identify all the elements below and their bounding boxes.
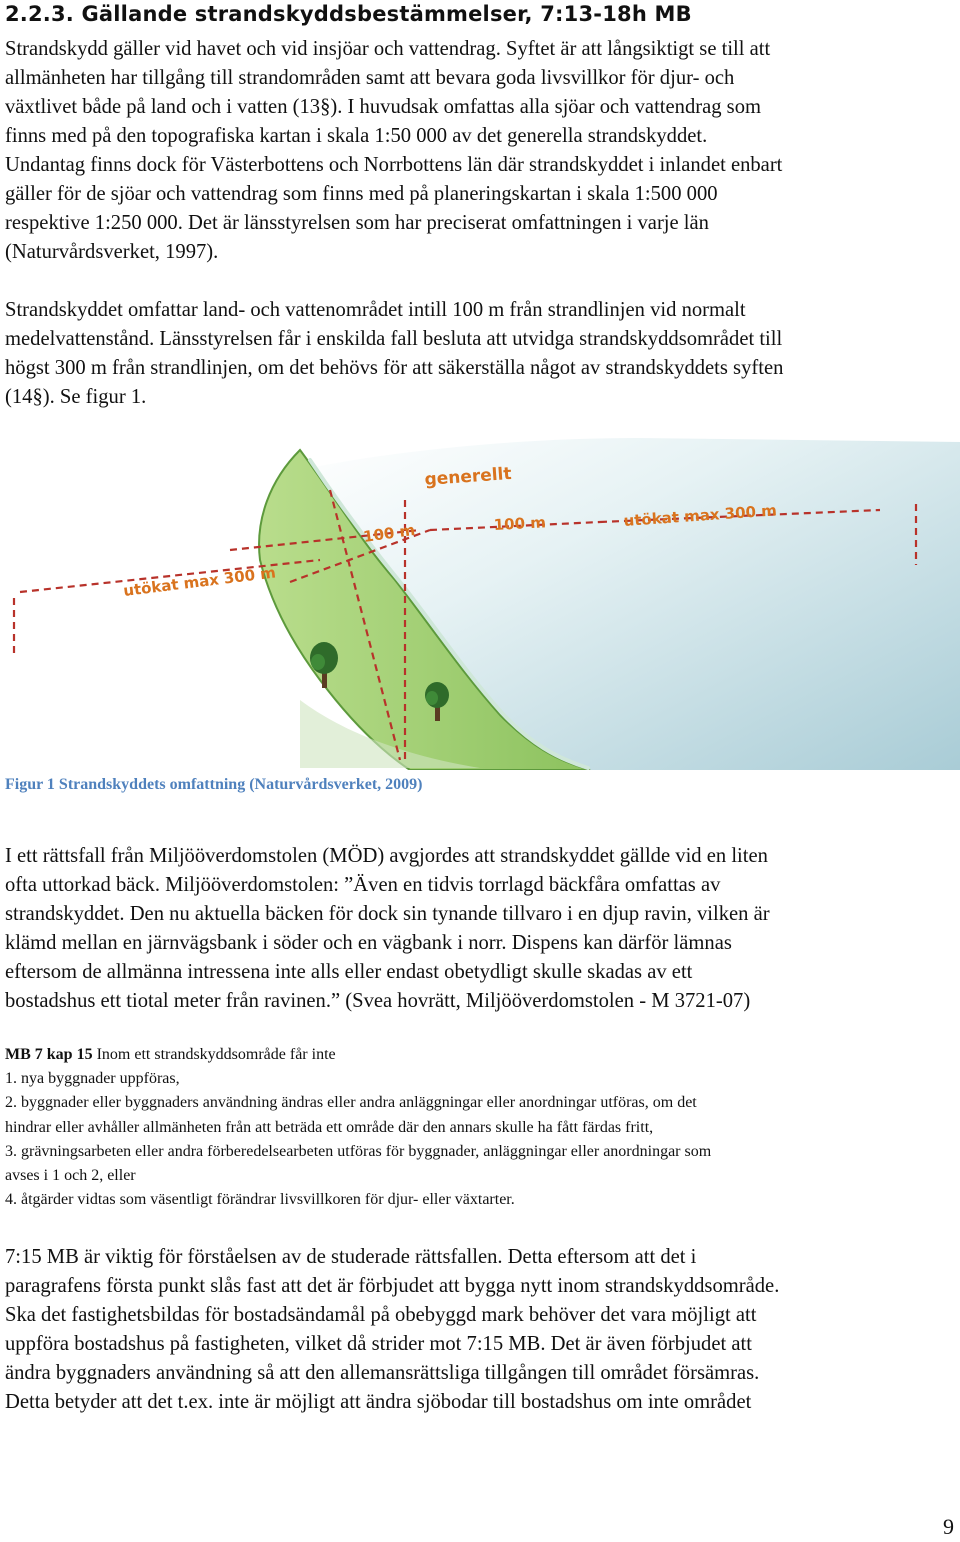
paragraph-strandskydd-extent <box>5 296 957 412</box>
strandskydd-figure <box>0 430 960 770</box>
text-line: (Naturvårdsverket, 1997). <box>5 241 219 263</box>
text-line: strandskyddet. Den nu aktuella bäcken för dock sin tynande tillvaro i en djup ravin, vilken är <box>5 903 770 925</box>
paragraph-7-15-analysis <box>5 1243 957 1417</box>
figure-caption: Figur 1 Strandskyddets omfattning (Naturvårdsverket, 2009) <box>5 776 423 793</box>
text-line: respektive 1:250 000. Det är länsstyrelsen som har preciserat omfattningen i varje län <box>5 212 709 234</box>
text-line: 7:15 MB är viktig för förståelsen av de studerade rättsfallen. Detta eftersom att det i <box>5 1246 697 1268</box>
paragraph-rattsfall <box>5 842 957 1016</box>
label-utokat-land: utökat max 300 m <box>122 563 277 600</box>
text-line: Ska det fastighetsbildas för bostadsändamål på obebyggd mark behöver det vara möjligt att <box>5 1304 757 1326</box>
text-line: Strandskydd gäller vid havet och vid insjöar och vattendrag. Syftet är att långsiktigt se till att <box>5 38 771 60</box>
text-line: gäller för de sjöar och vattendrag som finns med på planeringskartan i skala 1:500 000 <box>5 183 718 205</box>
text-line: allmänheten har tillgång till strandområden samt att bevara goda livsvillkor för djur- och <box>5 67 735 89</box>
label-100m-water: 100 m <box>493 513 547 534</box>
paragraph-strandskydd-intro <box>5 35 957 267</box>
text-line: ändra byggnaders användning så att den allemansrättsliga tillgången till området försämras. <box>5 1362 760 1384</box>
law-quote-mb-7-15 <box>5 1043 957 1212</box>
text-line: (14§). Se figur 1. <box>5 386 147 408</box>
section-heading: 2.2.3. Gällande strandskyddsbestämmelser, 7:13-18h MB <box>5 2 692 26</box>
law-item: avses i 1 och 2, eller <box>5 1167 136 1185</box>
law-title-bold: MB 7 kap 15 <box>5 1046 93 1063</box>
law-title <box>5 1043 957 1067</box>
text-line: eftersom de allmänna intressena inte alls eller endast obetydligt skulle skadas av ett <box>5 961 693 983</box>
text-line: växtlivet både på land och i vatten (13§). I huvudsak omfattas alla sjöar och vattendrag som <box>5 96 762 118</box>
label-generellt: generellt <box>423 463 513 490</box>
text-line: Undantag finns dock för Västerbottens och Norrbottens län där strandskyddet i inlandet enbart <box>5 154 783 176</box>
law-item: 1. nya byggnader uppföras, <box>5 1070 180 1088</box>
text-line: Strandskyddet omfattar land- och vattenområdet intill 100 m från strandlinjen vid normalt <box>5 299 746 321</box>
label-utokat-water: utökat max 300 m <box>623 501 778 530</box>
text-line: I ett rättsfall från Miljööverdomstolen (MÖD) avgjordes att strandskyddet gällde vid en liten <box>5 845 768 867</box>
text-line: klämd mellan en järnvägsbank i söder och en vägbank i norr. Dispens kan därför lämnas <box>5 932 732 954</box>
text-line: bostadshus ett tiotal meter från ravinen.” (Svea hovrätt, Miljööverdomstolen - M 3721-07) <box>5 990 751 1012</box>
label-100m-land: 100 m <box>362 520 417 546</box>
law-item: hindrar eller avhåller allmänheten från att beträda ett område där den annars skulle ha fått färdas fritt, <box>5 1118 654 1136</box>
text-line: uppföra bostadshus på fastigheten, vilket då strider mot 7:15 MB. Det är även förbjudet att <box>5 1333 752 1355</box>
page-number: 9 <box>943 1514 954 1539</box>
text-line: medelvattenstånd. Länsstyrelsen får i enskilda fall besluta att utvidga strandskyddsområdet till <box>5 328 783 350</box>
text-line: Detta betyder att det t.ex. inte är möjligt att ändra sjöbodar till bostadshus om inte området <box>5 1391 752 1413</box>
law-title-rest: Inom ett strandskyddsområde får inte <box>92 1046 336 1063</box>
text-line: högst 300 m från strandlinjen, om det behövs för att säkerställa något av strandskyddets syften <box>5 357 784 379</box>
text-line: finns med på den topografiska kartan i skala 1:50 000 av det generella strandskyddet. <box>5 125 708 147</box>
law-item: 3. grävningsarbeten eller andra förberedelsearbeten utföras för byggnader, anläggningar eller anordningar som <box>5 1142 712 1160</box>
law-item: 2. byggnader eller byggnaders användning ändras eller andra anläggningar eller anordningar utföras, om det <box>5 1094 697 1112</box>
text-line: paragrafens första punkt slås fast att det är förbjudet att bygga nytt inom strandskyddsområde. <box>5 1275 780 1297</box>
law-item: 4. åtgärder vidtas som väsentligt förändrar livsvillkoren för djur- eller växtarter. <box>5 1191 515 1209</box>
text-line: ofta uttorkad bäck. Miljööverdomstolen: ”Även en tidvis torrlagd bäckfåra omfattas av <box>5 874 721 896</box>
